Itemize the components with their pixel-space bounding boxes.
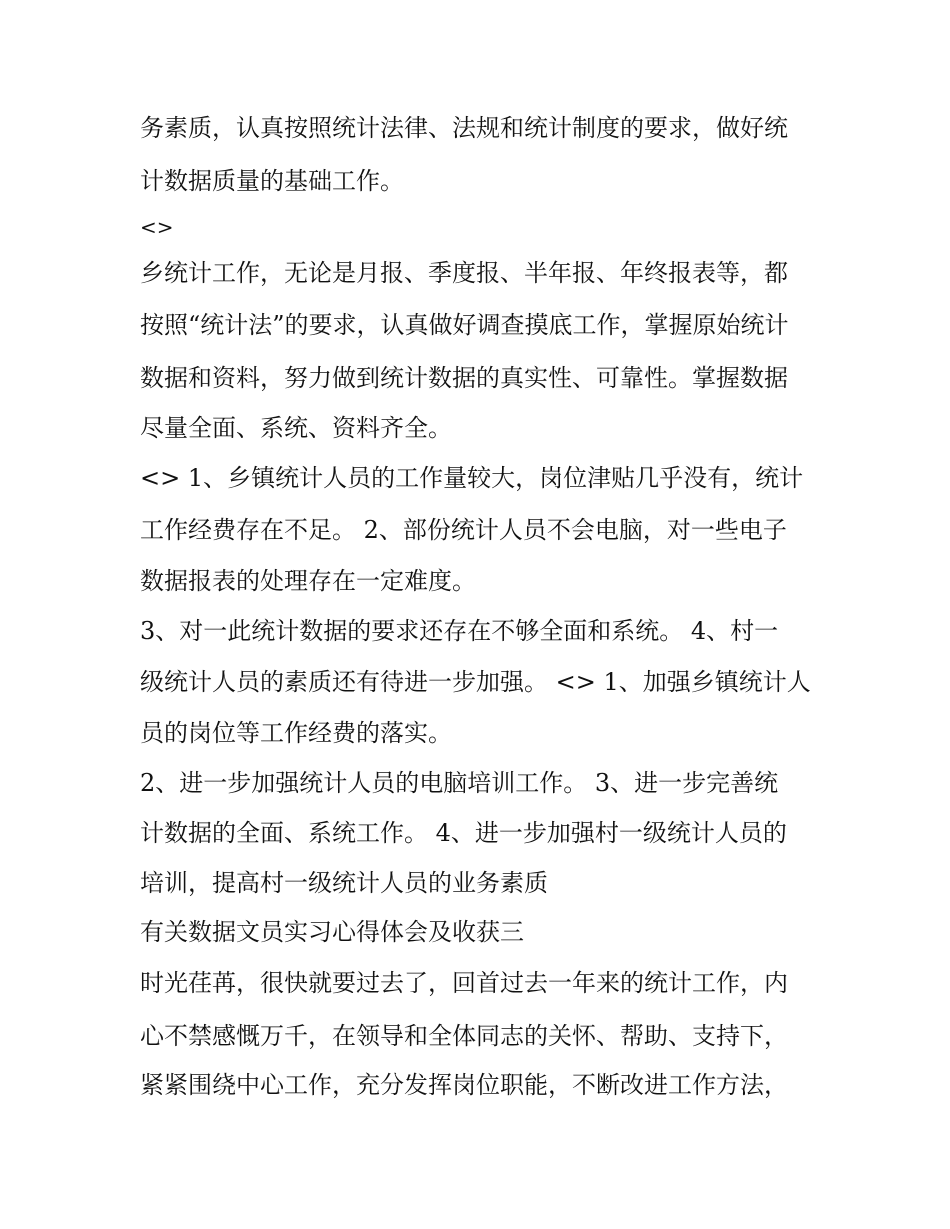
- paragraph-line: 数据报表的处理存在一定难度。: [140, 567, 476, 595]
- paragraph-line: 数据和资料，努力做到统计数据的真实性、可靠性。掌握数据: [140, 364, 788, 392]
- paragraph-line: 2、进一步加强统计人员的电脑培训工作。 3、进一步完善统: [140, 769, 779, 797]
- paragraph-line: 尽量全面、系统、资料齐全。: [140, 414, 452, 442]
- paragraph-line: 计数据质量的基础工作。: [140, 167, 404, 195]
- paragraph-line: <> 1、乡镇统计人员的工作量较大，岗位津贴几乎没有，统计: [140, 464, 804, 492]
- paragraph-line: 紧紧围绕中心工作，充分发挥岗位职能，不断改进工作方法，: [140, 1071, 788, 1099]
- paragraph-line: 3、对一此统计数据的要求还存在不够全面和系统。 4、村一: [140, 617, 779, 645]
- section-heading: 有关数据文员实习心得体会及收获三: [140, 918, 524, 946]
- paragraph-line: 乡统计工作，无论是月报、季度报、半年报、年终报表等，都: [140, 259, 788, 287]
- paragraph-line: 时光荏苒，很快就要过去了，回首过去一年来的统计工作，内: [140, 969, 788, 997]
- paragraph-line: 心不禁感慨万千，在领导和全体同志的关怀、帮助、支持下，: [140, 1022, 788, 1050]
- paragraph-line: 级统计人员的素质还有待进一步加强。 <> 1、加强乡镇统计人: [140, 668, 811, 696]
- paragraph-line: 培训，提高村一级统计人员的业务素质: [140, 869, 548, 897]
- section-marker: <>: [140, 215, 174, 239]
- paragraph-line: 工作经费存在不足。 2、部份统计人员不会电脑，对一些电子: [140, 516, 787, 544]
- paragraph-line: 员的岗位等工作经费的落实。: [140, 719, 452, 747]
- paragraph-line: 按照“统计法”的要求，认真做好调查摸底工作，掌握原始统计: [140, 311, 789, 339]
- paragraph-line: 务素质，认真按照统计法律、法规和统计制度的要求，做好统: [140, 114, 788, 142]
- paragraph-line: 计数据的全面、系统工作。 4、进一步加强村一级统计人员的: [140, 819, 787, 847]
